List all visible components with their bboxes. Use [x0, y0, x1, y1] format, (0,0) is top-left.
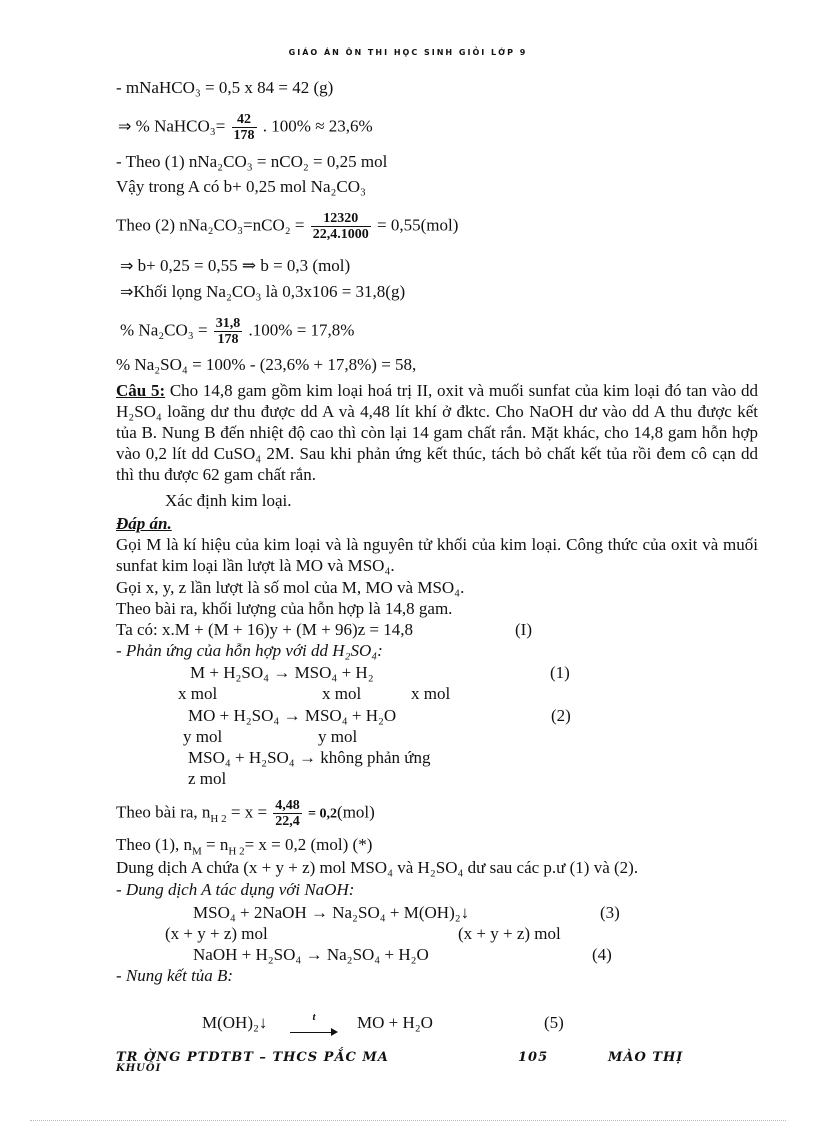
answer-line-3: Theo bài ra, khối lượng của hỗn hợp là 14,8 gam. — [116, 599, 453, 618]
reaction-1: M + H₂SO₄ → MSO₄ + H₂ — [190, 663, 374, 682]
footer-page-number: 105 — [518, 1050, 549, 1065]
mol-label: (x + y + z) mol — [165, 924, 268, 943]
mol-label: y mol — [318, 727, 358, 746]
question-ask: Xác định kim loại. — [165, 491, 292, 510]
bottom-divider — [30, 1120, 786, 1121]
temperature-label: t — [312, 1011, 316, 1023]
answer-line-2: Gọi x, y, z lần lượt là số mol của M, MO và MSO₄. — [116, 578, 465, 597]
implies-arrow-icon: ⇒ — [120, 256, 134, 275]
arrow-right-icon — [290, 1027, 338, 1037]
line-nm: Theo (1), $n_M = n_{H 2}= x = 0,2$ (mol) (*) — [116, 835, 373, 858]
line-theo-2: Theo (2) nNa₂CO₃=nCO₂ = $\frac{12320}{22,4.1000}$ = 0,55(mol) — [116, 211, 459, 242]
reaction-number: (1) — [550, 663, 570, 682]
page-header: GIÁO ÁN ÔN THI HỌC SINH GIỎI LỚP 9 — [288, 48, 528, 57]
line-percent-nahco3: ⇒ % NaHCO₃= $\frac{42}{178}$ . 100% ≈ 23,6% — [118, 112, 373, 143]
answer-para-1: Gọi M là kí hiệu của kim loại và là nguyên tử khối của kim loại. Công thức của oxit và muối sunfat kim loại lần lượt là MO và MSO₄. — [116, 535, 758, 575]
reaction-number: (2) — [551, 706, 571, 725]
mol-label: (x + y + z) mol — [458, 924, 561, 943]
mol-label: x mol — [322, 684, 362, 703]
line-vay-trong-a: Vậy trong A có b+ 0,25 mol Na₂CO₃ — [116, 177, 366, 196]
footer-school-cont: KHUÔI — [116, 1063, 162, 1074]
mol-label: x mol — [411, 684, 451, 703]
mol-label: x mol — [178, 684, 218, 703]
section-nung: - Nung kết tủa B: — [116, 966, 234, 985]
reaction-number: (5) — [544, 1013, 564, 1032]
implies-arrow-icon: ⇒ — [118, 116, 132, 136]
fraction: $\frac{4,48}{22,4}$ — [275, 798, 300, 829]
reaction-3-naoh: MSO₄ + 2NaOH → Na₂SO₄ + M(OH)₂↓ — [193, 903, 470, 922]
mol-label: z mol — [188, 769, 227, 788]
reaction-2: MO + H₂SO₄ → MSO₄ + H₂O — [188, 706, 397, 725]
line-nh2: Theo bài ra, $n_{H 2} = x$ = $\frac{4,48}{22,4}$ = 0,2(mol) — [116, 798, 375, 829]
footer-author: MÀO THỊ — [608, 1050, 684, 1065]
equation-number: (I) — [515, 620, 532, 639]
section-reaction-h2so4: - Phản ứng của hỗn hợp với dd H₂SO₄: — [116, 641, 383, 660]
line-percent-na2co3: % Na₂CO₃ = $\frac{31,8}{178}$ .100% = 17,8% — [120, 316, 355, 347]
section-naoh: - Dung dịch A tác dụng với NaOH: — [116, 880, 355, 899]
equation-i: Ta có: x.M + (M + 16)y + (M + 96)z = 14,8 — [116, 620, 413, 639]
answer-heading: Đáp án. — [116, 514, 172, 533]
fraction: $\frac{12320}{22,4.1000}$ — [312, 211, 369, 242]
fraction: $\frac{31,8}{178}$ — [215, 316, 241, 347]
mol-label: y mol — [183, 727, 223, 746]
line-theo-1: - Theo (1) nNa₂CO₃ = nCO₂ = 0,25 mol — [116, 152, 388, 171]
question-label: Câu 5: — [116, 381, 166, 400]
implies-arrow-icon: ⇒ — [120, 282, 134, 301]
reaction-5-products: MO + H₂O — [357, 1013, 433, 1032]
heat-arrow — [290, 1005, 338, 1037]
fraction: $\frac{42}{178}$ — [233, 112, 255, 143]
footer-school: TR ỜNG PTDTBT – THCS PẮC MA — [116, 1050, 389, 1065]
reaction-4: NaOH + H₂SO₄ → Na₂SO₄ + H₂O — [193, 945, 429, 964]
reaction-number: (4) — [592, 945, 612, 964]
question-5: Câu 5: Cho 14,8 gam gồm kim loại hoá trị II, oxit và muối sunfat của kim loại đó tan vào dd H₂SO₄ loãng dư thu được dd A và 4,48 lít khí ở đktc. Cho NaOH dư vào dd A thu được kết tủa B. Nung B đến nhiệt độ cao thì còn lại 14 gam chất rắn. Mặt khác, cho 14,8 gam hỗn hợp vào 0,2 lít dd CuSO₄ 2M. Sau khi phản ứng kết thúc, tách bỏ chất kết tủa rồi đem cô cạn dd thì thu được 62 gam chất rắn. — [116, 381, 758, 484]
line-mnahco3: - mNaHCO₃ = 0,5 x 84 = 42 (g) — [116, 78, 334, 97]
reaction-number: (3) — [600, 903, 620, 922]
reaction-5: M(OH)₂↓ — [202, 1013, 268, 1032]
reaction-3: MSO₄ + H₂SO₄ → không phản ứng — [188, 748, 431, 767]
line-percent-na2so4: % Na₂SO₄ = 100% - (23,6% + 17,8%) = 58, — [116, 355, 417, 374]
line-b-value: ⇒ b+ 0,25 = 0,55 ⇒ b = 0,3 (mol) — [120, 256, 351, 275]
line-dung-dich-a: Dung dịch A chứa (x + y + z) mol MSO₄ và H₂SO₄ dư sau các p.ư (1) và (2). — [116, 858, 639, 877]
line-khoi-luong: ⇒Khối lọng Na₂CO₃ là 0,3x106 = 31,8(g) — [120, 282, 406, 301]
